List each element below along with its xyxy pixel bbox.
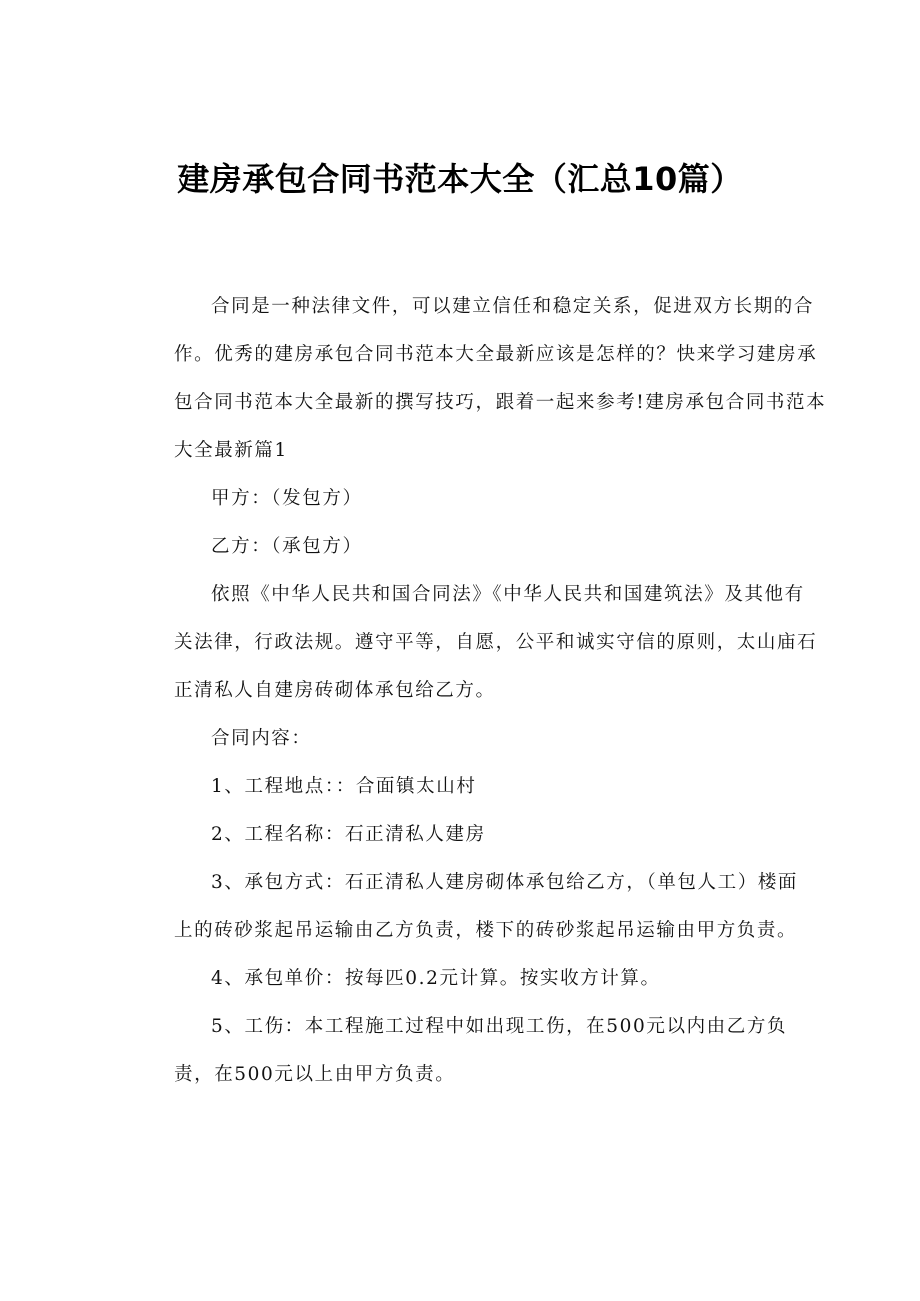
clause-2-paragraph	[137, 811, 787, 859]
document-body	[137, 283, 827, 1099]
text-line: 关法律，行政法规。遵守平等，自愿，公平和诚实守信的原则，太山庙石	[174, 632, 818, 653]
text-line: 作。优秀的建房承包合同书范本大全最新应该是怎样的？快来学习建房承	[174, 344, 818, 365]
text-line: 甲方：（发包方）	[211, 488, 363, 509]
text-line: 5、工伤：本工程施工过程中如出现工伤，在500元以内由乙方负	[211, 1016, 788, 1037]
legal-basis-paragraph	[137, 571, 818, 715]
text-line: 3、承包方式：石正清私人建房砌体承包给乙方，（单包人工）楼面	[211, 872, 799, 893]
party-b-paragraph	[137, 523, 787, 571]
text-line: 乙方：（承包方）	[211, 536, 363, 557]
text-line: 依照《中华人民共和国合同法》《中华人民共和国建筑法》及其他有	[211, 584, 805, 605]
clause-1-paragraph	[137, 763, 787, 811]
clause-5-paragraph	[137, 1003, 787, 1099]
text-line: 责，在500元以上由甲方负责。	[174, 1064, 456, 1085]
text-line: 4、承包单价：按每匹0.2元计算。按实收方计算。	[211, 968, 661, 989]
text-line: 包合同书范本大全最新的撰写技巧，跟着一起来参考!建房承包合同书范本	[174, 392, 827, 413]
text-line: 上的砖砂浆起吊运输由乙方负责，楼下的砖砂浆起吊运输由甲方负责。	[174, 920, 798, 941]
party-a-paragraph	[137, 475, 787, 523]
text-line: 大全最新篇1	[174, 440, 288, 461]
text-line: 合同内容：	[211, 728, 312, 749]
contract-content-heading	[137, 715, 787, 763]
clause-3-paragraph	[137, 859, 799, 955]
text-line: 1、工程地点：：合面镇太山村	[211, 776, 477, 797]
intro-paragraph	[137, 283, 827, 475]
document-title: 建房承包合同书范本大全（汇总10篇）	[177, 160, 743, 199]
text-line: 合同是一种法律文件，可以建立信任和稳定关系，促进双方长期的合	[211, 296, 815, 317]
text-line: 正清私人自建房砖砌体承包给乙方。	[174, 680, 496, 701]
text-line: 2、工程名称：石正清私人建房	[211, 824, 486, 845]
clause-4-paragraph	[137, 955, 787, 1003]
